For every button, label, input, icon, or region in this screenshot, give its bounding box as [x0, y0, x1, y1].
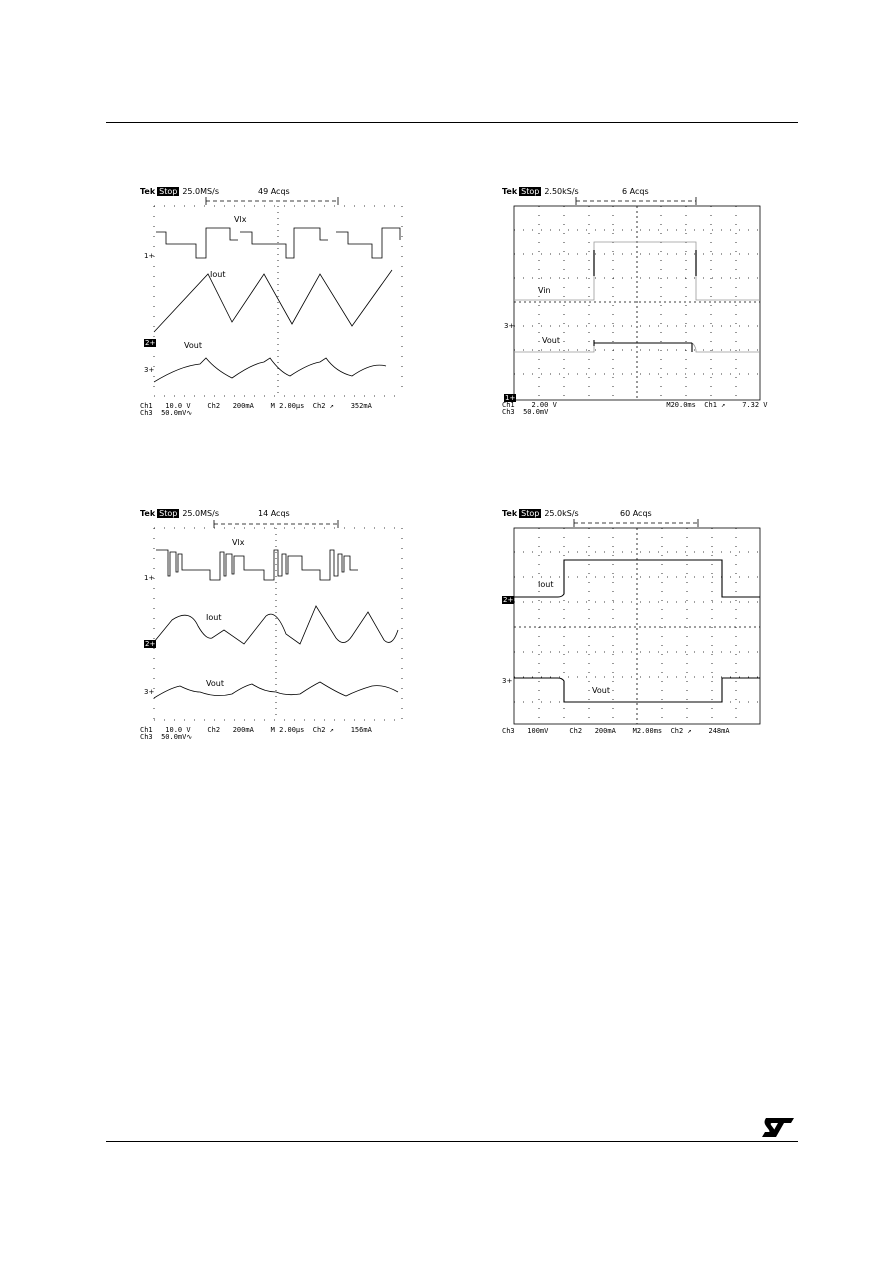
- trace-label-vout: Vout: [542, 336, 560, 345]
- trace-label-vout: Vout: [184, 341, 202, 350]
- status-badge: Stop: [159, 187, 178, 196]
- scope-footer-line-1: Ch1 10.0 V Ch2 200mA M 2.00µs Ch2 ↗ 156mA: [140, 726, 372, 734]
- channel-1-marker: 1+: [144, 252, 155, 260]
- brand-label: Tek: [502, 509, 518, 518]
- sample-rate: 25.0kS/s: [544, 509, 579, 518]
- trace-label-vin: Vin: [538, 286, 551, 295]
- footer-rule: [106, 1141, 798, 1142]
- trace-label-iout: Iout: [210, 270, 226, 279]
- scope-screen: [140, 186, 412, 416]
- brand-label: Tek: [502, 187, 518, 196]
- channel-3-marker: 3+: [504, 322, 515, 330]
- scope-top-right: [502, 186, 772, 418]
- st-logo-icon: [760, 1116, 796, 1138]
- scope-bottom-right: [502, 508, 772, 740]
- channel-2-marker: 2+: [145, 339, 156, 347]
- trace-label-vout: Vout: [592, 686, 610, 695]
- brand-label: Tek: [140, 187, 156, 196]
- acquisitions-count: 6 Acqs: [622, 187, 649, 196]
- scope-footer-line-1: Ch1 2.00 V M20.0ms Ch1 ↗ 7.32 V: [502, 401, 768, 409]
- trace-label-iout: Iout: [538, 580, 554, 589]
- scope-footer-line-2: Ch3 50.0mV: [502, 408, 549, 416]
- sample-rate: 2.50kS/s: [544, 187, 579, 196]
- channel-1-marker: 1+: [505, 394, 516, 402]
- channel-3-marker: 3+: [502, 677, 513, 685]
- sample-rate: 25.0MS/s: [182, 509, 219, 518]
- trace-label-iout: Iout: [206, 613, 222, 622]
- scope-screen: [502, 508, 772, 740]
- scope-footer-line-2: Ch3 50.0mV∿: [140, 733, 193, 741]
- scope-footer-line-2: Ch3 50.0mV∿: [140, 409, 193, 417]
- channel-3-marker: 3+: [144, 366, 155, 374]
- channel-1-marker: 1+: [144, 574, 155, 582]
- acquisitions-count: 49 Acqs: [258, 187, 290, 196]
- acquisitions-count: 60 Acqs: [620, 509, 652, 518]
- status-badge: Stop: [521, 187, 540, 196]
- scope-screen: [502, 186, 772, 418]
- brand-label: Tek: [140, 509, 156, 518]
- sample-rate: 25.0MS/s: [182, 187, 219, 196]
- channel-2-marker: 2+: [145, 640, 156, 648]
- scope-footer-line-1: Ch3 100mV Ch2 200mA M2.00ms Ch2 ↗ 248mA: [502, 727, 730, 735]
- trace-label-vlx: Vlx: [234, 215, 247, 224]
- scope-top-left: [140, 186, 412, 416]
- trace-label-vlx: Vlx: [232, 538, 245, 547]
- status-badge: Stop: [159, 509, 178, 518]
- acquisitions-count: 14 Acqs: [258, 509, 290, 518]
- scope-footer-line-1: Ch1 10.0 V Ch2 200mA M 2.00µs Ch2 ↗ 352mA: [140, 402, 372, 410]
- channel-3-marker: 3+: [144, 688, 155, 696]
- status-badge: Stop: [521, 509, 540, 518]
- channel-2-marker: 2+: [503, 596, 514, 604]
- header-rule: [106, 122, 798, 123]
- scope-bottom-left: [140, 508, 412, 740]
- scope-screen: [140, 508, 412, 740]
- trace-label-vout: Vout: [206, 679, 224, 688]
